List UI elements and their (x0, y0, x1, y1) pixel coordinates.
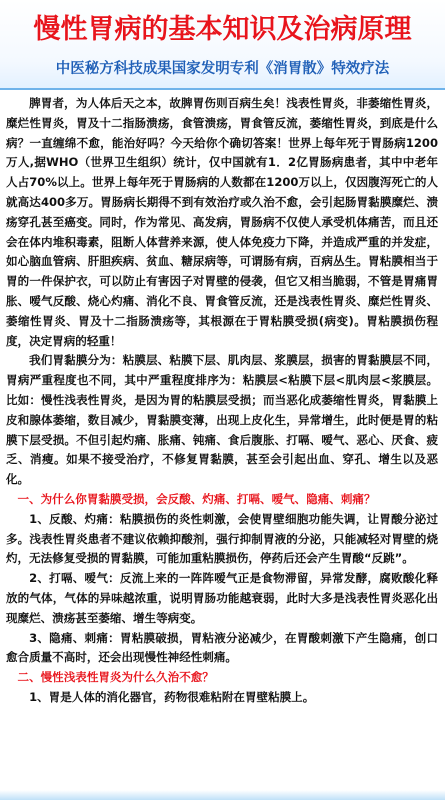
section-heading-1: 一、为什么你胃黏膜受损，会反酸、灼痛、打嗝、嗳气、隐痛、刺痛？ (17, 491, 376, 506)
page-title: 慢性胃病的基本知识及治病原理 (33, 14, 412, 45)
bottom-gradient-decoration (0, 790, 445, 800)
page-subtitle: 中医秘方科技成果国家发明专利《消胃散》特效疗法 (55, 61, 390, 77)
paragraph-mucosa: 我们胃黏膜分为：粘膜层、粘膜下层、肌肉层、浆膜层，损害的胃黏膜层不同，胃病严重程度也不同，其中严重程度排序为：粘膜层<粘膜下层<肌肉层<浆膜层。比如：慢性浅表性胃炎，是因为胃的粘膜层受损；而当恶化成萎缩性胃炎，胃黏膜上皮和腺体萎缩，数目减少，胃黏膜变薄，出现上皮化生，异常增生，此时便是胃的粘膜下层受损。不但引起灼痛、胀痛、钝痛、食后腹胀、打嗝、嗳气、恶心、厌食、疲乏、消瘦。如果不接受治疗，不修复胃黏膜，甚至会引起出血、穿孔、增生以及恶化。 (6, 353, 438, 487)
point-dull-pain: 3、隐痛、刺痛：胃粘膜破损，胃粘液分泌减少，在胃酸刺激下产生隐痛，创口愈合质量不高时，还会出现慢性神经性刺痛。 (6, 630, 438, 665)
point-belching: 2、打嗝、嗳气：反流上来的一阵阵嗳气正是食物滞留，异常发酵，腐败酸化释放的气体，气体的异味越浓重，说明胃肠功能越衰弱，此时大多是浅表性胃炎恶化出现糜烂、溃疡甚至萎缩、增生等病变。 (6, 571, 438, 625)
section-heading-2: 二、慢性浅表性胃炎为什么久治不愈？ (17, 670, 214, 685)
point-stomach-organ: 1、胃是人体的消化器官，药物很难粘附在胃壁粘膜上。 (29, 689, 315, 704)
point-acid-burning: 1、反酸、灼痛：粘膜损伤的炎性刺激，会使胃壁细胞功能失调，让胃酸分泌过多。浅表性胃炎患者不建议依赖抑酸剂，强行抑制胃液的分泌，只能减轻对胃壁的烧灼，无法修复受损的胃黏膜，可能加重粘膜损伤，停药后还会产生胃酸“反跳”。 (6, 511, 438, 566)
header-banner (0, 0, 445, 90)
article-body (0, 90, 445, 708)
paragraph-intro: 脾胃者，为人体后天之本，故脾胃伤则百病生矣！浅表性胃炎，非萎缩性胃炎，糜烂性胃炎，胃及十二指肠溃疡，食管溃疡，胃食管反流，萎缩性胃炎，到底是什么病？一直缠绵不愈，能治好吗？今天给你个确切答案！世界上每年死于胃肠病1200万人,据WHO（世界卫生组织）统计，仅中国就有1．2亿胃肠病患者，其中中老年人占70%以上。世界上每年死于胃肠病的人数都在1200万以上，仅因腹泻死亡的人就高达400多万。胃肠病长期得不到有效治疗或久治不愈，会引起肠胃黏膜糜烂、溃疡穿孔甚至癌变。同时，作为常见、高发病，胃肠病不仅使人承受机体痛苦，而且还会在体内堆积毒素，阻断人体营养来源，使人体免疫力下降，并造成严重的并发症，如心脑血管病、肝胆疾病、贫血、糖尿病等，可谓肠有病，百病丛生。胃粘膜相当于胃的一件保护衣，可以防止有害因子对胃壁的侵袭，但它又相当脆弱，不管是胃痛胃胀、嗳气反酸、烧心灼痛、消化不良、胃食管反流，还是浅表性胃炎、糜烂性胃炎、萎缩性胃炎、胃及十二指肠溃疡等，其根源在于胃粘膜受损(病变)。胃粘膜损伤程度，决定胃病的轻重！ (6, 96, 438, 348)
